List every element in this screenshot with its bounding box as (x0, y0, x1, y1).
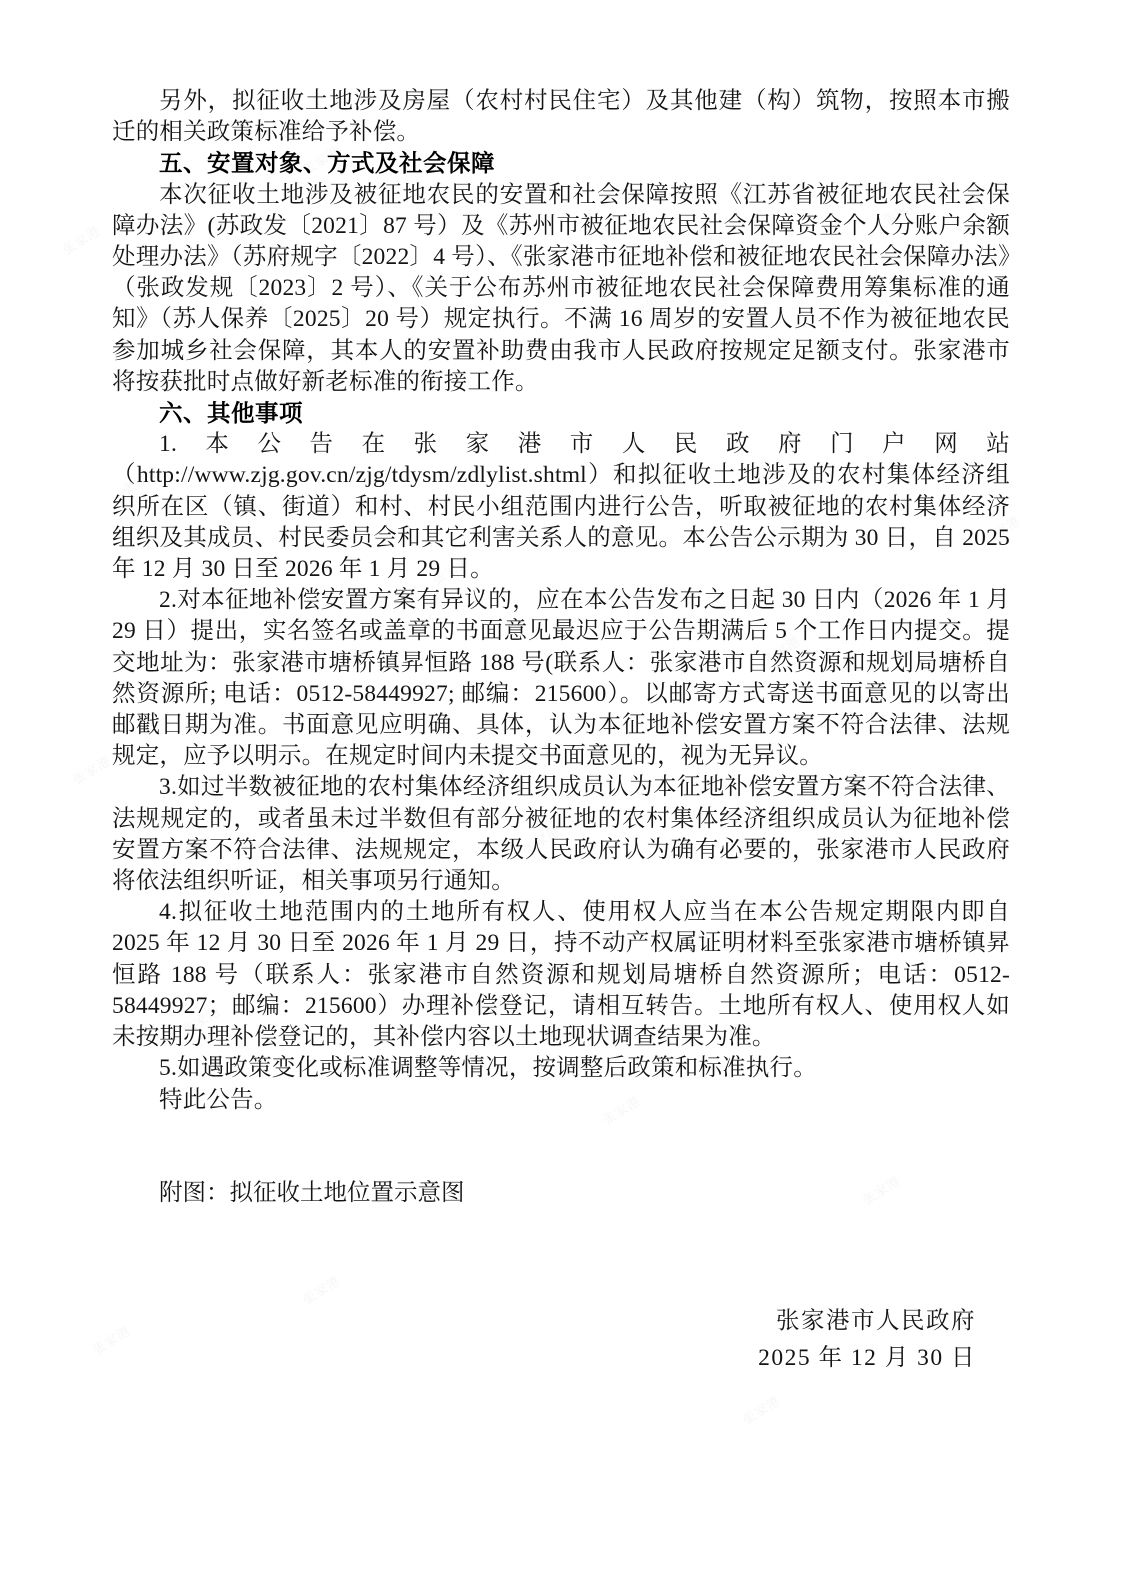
attachment-spacer (112, 1116, 1010, 1178)
section-six-item-1: 1.本公告在张家港市人民政府门户网站（http://www.zjg.gov.cn/zjg/tdysm/zdlylist.shtml）和拟征收土地涉及的农村集体经济组织所在区（镇、街道）和村、村民小组范围内进行公告，听取被征地的农村集体经济组织及其成员、村民委员会和其它利害关系人的意见。本公告公示期为 30 日，自 2025 年 12 月 30 日至 2026 年 1 月 29 日。 (112, 431, 1010, 583)
attachment-label: 附图：拟征收土地位置示意图 (159, 1179, 465, 1206)
section-five-paragraph: 本次征收土地涉及被征地农民的安置和社会保障按照《江苏省被征地农民社会保障办法》(苏政发〔2021〕87 号）及《苏州市被征地农民社会保障资金个人分账户余额处理办法》（苏府规字〔2022〕4 号）、《张家港市征地补偿和被征地农民社会保障办法》（张政发规〔2023〕2 号）、《关于公布苏州市被征地农民社会保障费用筹集标准的通知》（苏人保养〔2025〕20 号）规定执行。不满 16 周岁的安置人员不作为被征地农民参加城乡社会保障，其本人的安置补助费由我市人民政府按规定足额支付。张家港市将按获批时点做好新老标准的衔接工作。 (112, 181, 1010, 395)
signature-date: 2025 年 12 月 30 日 (758, 1344, 976, 1371)
signature-block (112, 1303, 1010, 1377)
section-six-item-4: 4.拟征收土地范围内的土地所有权人、使用权人应当在本公告规定期限内即自 2025 年 12 月 30 日至 2026 年 1 月 29 日，持不动产权属证明材料至张家港市塘桥镇昇恒路 188 号（联系人：张家港市自然资源和规划局塘桥自然资源所；电话：0512-58449927；邮编：215600）办理补偿登记，请相互转告。土地所有权人、使用权人如未按期办理补偿登记的，其补偿内容以土地现状调查结果为准。 (112, 899, 1010, 1051)
section-heading-six: 六、其他事项 (159, 400, 303, 427)
section-six-item-2: 2.对本征地补偿安置方案有异议的，应在本公告发布之日起 30 日内（2026 年 1 月 29 日）提出，实名签名或盖章的书面意见最迟应于公告期满后 5 个工作日内提交。提交地址为：张家港市塘桥镇昇恒路 188 号(联系人：张家港市自然资源和规划局塘桥自然资源所; 电话：0512-58449927; 邮编：215600）。以邮寄方式寄送书面意见的以寄出邮戳日期为准。书面意见应明确、具体，认为本征地补偿安置方案不符合法律、法规规定，应予以明示。在规定时间内未提交书面意见的，视为无异议。 (112, 587, 1010, 770)
section-heading-five: 五、安置对象、方式及社会保障 (159, 150, 495, 177)
intro-paragraph: 另外，拟征收土地涉及房屋（农村村民住宅）及其他建（构）筑物，按照本市搬迁的相关政策标准给予补偿。 (112, 88, 1010, 146)
signature-spacer (112, 1209, 1010, 1301)
signature-issuer: 张家港市人民政府 (776, 1307, 976, 1334)
section-six-item-3: 3.如过半数被征地的农村集体经济组织成员认为本征地补偿安置方案不符合法律、法规规定的，或者虽未过半数但有部分被征地的农村集体经济组织成员认为征地补偿安置方案不符合法律、法规规定，本级人民政府认为确有必要的，张家港市人民政府将依法组织听证，相关事项另行通知。 (112, 774, 1010, 895)
section-six-item-5: 5.如遇政策变化或标准调整等情况，按调整后政策和标准执行。 (159, 1055, 817, 1082)
document-body (112, 86, 1010, 1377)
closing-statement: 特此公告。 (159, 1086, 278, 1113)
